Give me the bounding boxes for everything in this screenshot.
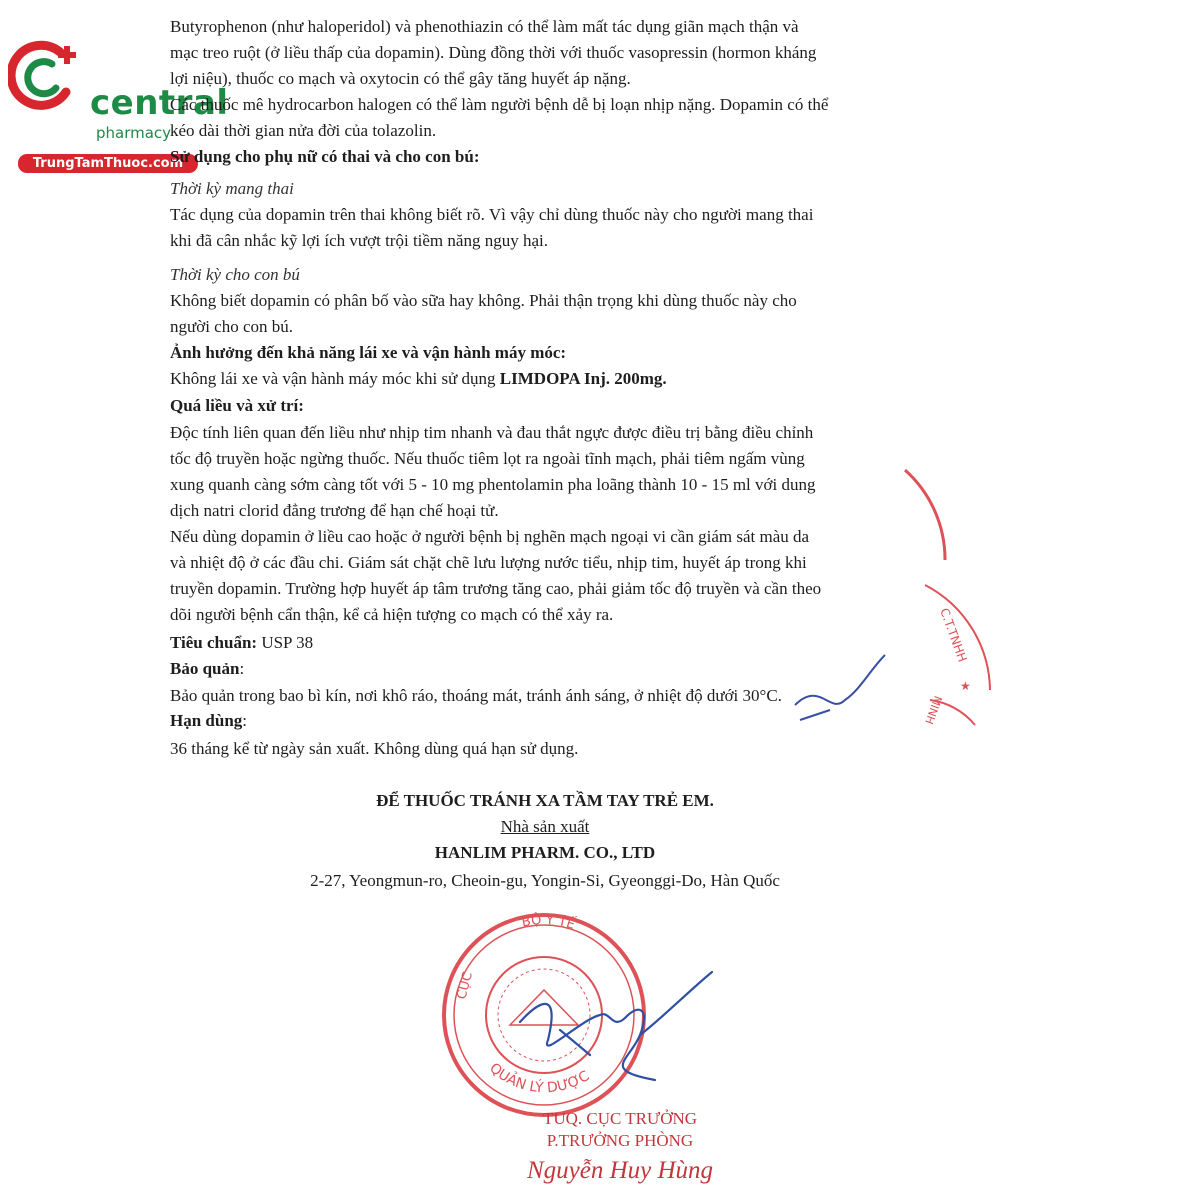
text-line: người cho con bú.: [170, 317, 294, 336]
side-stamp-text-2: MINH: [922, 693, 945, 726]
standard-row: [170, 630, 313, 656]
text-line: truyền dopamin. Trường hợp huyết áp tâm trương tăng cao, phải giảm tốc độ truyền và cần theo: [170, 579, 822, 598]
side-signature-stroke: [795, 655, 885, 720]
storage-label: Bảo quản: [170, 659, 240, 678]
ministry-stamp: [444, 912, 644, 1115]
shelf-life-colon: :: [242, 711, 248, 730]
driving-text: [170, 366, 667, 392]
manufacturer-label: [0, 814, 1090, 840]
text-line: tốc độ truyền hoặc ngừng thuốc. Nếu thuốc tiêm lọt ra ngoài tĩnh mạch, phải tiêm ngấm vùng: [170, 449, 805, 468]
signature-title-2: P.TRƯỞNG PHÒNG: [546, 1131, 694, 1150]
pregnancy-subtitle: Thời kỳ mang thai: [170, 179, 294, 198]
child-warning: ĐỂ THUỐC TRÁNH XA TẦM TAY TRẺ EM.: [376, 791, 714, 810]
standard-label: Tiêu chuẩn:: [170, 633, 258, 652]
manufacturer-address: 2-27, Yeongmun-ro, Cheoin-gu, Yongin-Si, Gyeonggi-Do, Hàn Quốc: [310, 871, 780, 890]
shelf-life-heading: [170, 708, 247, 734]
manufacturer-label-text: Nhà sản xuất: [500, 817, 590, 836]
text-line: Butyrophenon (như haloperidol) và phenothiazin có thể làm mất tác dụng giãn mạch thận và: [170, 17, 799, 36]
interactions-paragraph: [170, 14, 940, 144]
logo-c-mark-icon: [8, 38, 88, 118]
driving-heading: Ảnh hưởng đến khả năng lái xe và vận hành máy móc:: [170, 343, 567, 362]
text-line: Độc tính liên quan đến liều như nhịp tim nhanh và đau thắt ngực được điều trị bằng điều chỉnh: [170, 423, 814, 442]
lactation-paragraph: [170, 288, 940, 340]
text-line: dõi người bệnh cẩn thận, kể cả hiện tượng co mạch có thể xảy ra.: [170, 605, 614, 624]
lactation-subtitle: Thời kỳ cho con bú: [170, 265, 300, 284]
shelf-life-text: 36 tháng kể từ ngày sản xuất. Không dùng quá hạn sử dụng.: [170, 739, 579, 758]
text-line: Không biết dopamin có phân bố vào sữa hay không. Phải thận trọng khi dùng thuốc này cho: [170, 291, 797, 310]
text-line: kéo dài thời gian nửa đời của tolazolin.: [170, 121, 437, 140]
text-line: mạc treo ruột (ở liều thấp của dopamin). Dùng đồng thời với thuốc vasopressin (hormon kháng: [170, 43, 817, 62]
signatory-name: Nguyễn Huy Hùng: [526, 1157, 714, 1184]
text-line: Các thuốc mê hydrocarbon halogen có thể làm người bệnh dễ bị loạn nhịp nặng. Dopamin có thể: [170, 95, 829, 114]
shelf-life-label: Hạn dùng: [170, 711, 243, 730]
text-line: xung quanh càng sớm càng tốt với 5 - 10 mg phentolamin pha loãng thành 10 - 15 ml với dung: [170, 475, 816, 494]
storage-heading: [170, 656, 244, 682]
brand-name: central: [90, 83, 229, 123]
overdose-heading: Quá liều và xử trí:: [170, 396, 304, 415]
product-name: LIMDOPA Inj. 200mg.: [499, 369, 667, 388]
manufacturer-name: HANLIM PHARM. CO., LTD: [434, 843, 656, 862]
text-line: và nhiệt độ ở các đầu chi. Giám sát chặt chẽ lưu lượng nước tiểu, nhịp tim, huyết áp trong khi: [170, 553, 807, 572]
overdose-paragraph-1: [170, 420, 940, 524]
driving-text-prefix: Không lái xe và vận hành máy móc khi sử dụng: [170, 369, 500, 388]
pregnancy-heading: Sử dụng cho phụ nữ có thai và cho con bú:: [170, 147, 480, 166]
stamp-bottom-text: [486, 1060, 592, 1096]
stamp-top-text-path: BỘ Y TẾ: [520, 912, 577, 933]
storage-colon: :: [239, 659, 245, 678]
pregnancy-paragraph: [170, 202, 940, 254]
storage-text: Bảo quản trong bao bì kín, nơi khô ráo, thoáng mát, tránh ánh sáng, ở nhiệt độ dưới 30°C.: [170, 686, 782, 705]
director-signature: [520, 972, 712, 1080]
standard-value: USP 38: [257, 633, 314, 652]
signature-title-1: TUQ. CỤC TRƯỞNG: [542, 1109, 698, 1128]
brand-subtitle: pharmacy: [96, 124, 172, 142]
stamp-bottom-text-path: QUẢN LÝ DƯỢC: [486, 1060, 593, 1097]
text-line: dịch natri clorid đẳng trương để hạn chế hoại tử.: [170, 501, 499, 520]
text-line: khi đã cân nhắc kỹ lợi ích vượt trội tiềm năng nguy hại.: [170, 231, 548, 250]
stamp-top-text: [520, 912, 577, 933]
stamp-left-text: CỤC: [454, 970, 477, 1002]
side-stamp-star-icon: ★: [960, 679, 971, 693]
text-line: Tác dụng của dopamin trên thai không biết rõ. Vì vậy chỉ dùng thuốc này cho người mang thai: [170, 205, 814, 224]
brand-website: TrungTamThuoc.com: [18, 154, 198, 173]
signature-block: [500, 1108, 740, 1188]
side-stamp-text: C.T.TNHH: [937, 606, 970, 664]
text-line: Nếu dùng dopamin ở liều cao hoặc ở người bệnh bị nghẽn mạch ngoại vi cần giám sát màu da: [170, 527, 810, 546]
overdose-paragraph-2: [170, 524, 940, 628]
text-line: lợi niệu), thuốc co mạch và oxytocin có thể gây tăng huyết áp nặng.: [170, 69, 631, 88]
